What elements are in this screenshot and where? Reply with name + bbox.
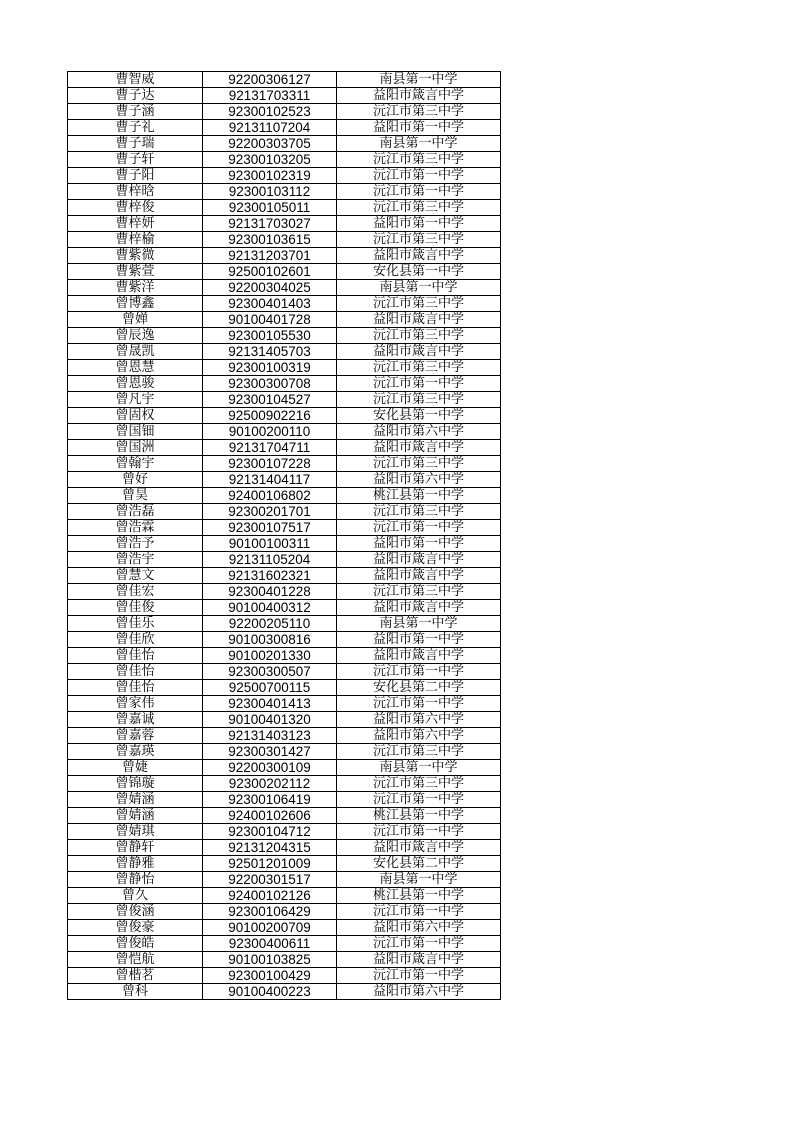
- school-cell: 沅江市第三中学: [337, 776, 501, 792]
- exam-id-cell: 92300103205: [203, 152, 337, 168]
- student-name-cell: 曹子涵: [68, 104, 203, 120]
- exam-id-cell: 90100200110: [203, 424, 337, 440]
- school-cell: 南县第一中学: [337, 280, 501, 296]
- student-name-cell: 曾佳欣: [68, 632, 203, 648]
- exam-id-cell: 92200205110: [203, 616, 337, 632]
- school-cell: 桃江县第一中学: [337, 488, 501, 504]
- school-cell: 沅江市第三中学: [337, 504, 501, 520]
- table-row: [68, 296, 501, 312]
- school-cell: 益阳市第六中学: [337, 472, 501, 488]
- table-row: [68, 440, 501, 456]
- exam-id-cell: 92300301427: [203, 744, 337, 760]
- table-row: [68, 328, 501, 344]
- school-cell: 益阳市箴言中学: [337, 568, 501, 584]
- exam-id-cell: 90100400223: [203, 984, 337, 1000]
- school-cell: 益阳市箴言中学: [337, 88, 501, 104]
- exam-id-cell: 92131405703: [203, 344, 337, 360]
- student-name-cell: 曹子礼: [68, 120, 203, 136]
- table-row: [68, 744, 501, 760]
- exam-id-cell: 90100103825: [203, 952, 337, 968]
- table-row: [68, 136, 501, 152]
- exam-id-cell: 92300201701: [203, 504, 337, 520]
- student-name-cell: 曾佳乐: [68, 616, 203, 632]
- exam-id-cell: 92131704711: [203, 440, 337, 456]
- exam-id-cell: 92131107204: [203, 120, 337, 136]
- table-row: [68, 904, 501, 920]
- school-cell: 沅江市第一中学: [337, 936, 501, 952]
- exam-id-cell: 90100400312: [203, 600, 337, 616]
- school-cell: 沅江市第一中学: [337, 968, 501, 984]
- school-cell: 益阳市箴言中学: [337, 344, 501, 360]
- table-row: [68, 584, 501, 600]
- student-name-cell: 曾佳怡: [68, 648, 203, 664]
- exam-id-cell: 92131403123: [203, 728, 337, 744]
- school-cell: 益阳市箴言中学: [337, 440, 501, 456]
- table-row: [68, 152, 501, 168]
- exam-id-cell: 92500700115: [203, 680, 337, 696]
- table-row: [68, 392, 501, 408]
- exam-id-cell: 92131203701: [203, 248, 337, 264]
- school-cell: 沅江市第三中学: [337, 360, 501, 376]
- school-cell: 益阳市箴言中学: [337, 648, 501, 664]
- exam-id-cell: 92300102319: [203, 168, 337, 184]
- student-name-cell: 曾好: [68, 472, 203, 488]
- student-name-cell: 曾静轩: [68, 840, 203, 856]
- exam-id-cell: 90100100311: [203, 536, 337, 552]
- exam-id-cell: 92300104527: [203, 392, 337, 408]
- school-cell: 益阳市第一中学: [337, 632, 501, 648]
- roster-table: [67, 71, 501, 1000]
- school-cell: 益阳市第六中学: [337, 712, 501, 728]
- exam-id-cell: 92300401228: [203, 584, 337, 600]
- student-name-cell: 曾佳怡: [68, 664, 203, 680]
- student-name-cell: 曾佳怡: [68, 680, 203, 696]
- table-row: [68, 472, 501, 488]
- student-name-cell: 曾俊涵: [68, 904, 203, 920]
- table-row: [68, 248, 501, 264]
- school-cell: 沅江市第三中学: [337, 200, 501, 216]
- student-name-cell: 曾婧涵: [68, 792, 203, 808]
- student-name-cell: 曾浩予: [68, 536, 203, 552]
- student-name-cell: 曹子轩: [68, 152, 203, 168]
- exam-id-cell: 92300401413: [203, 696, 337, 712]
- table-row: [68, 568, 501, 584]
- school-cell: 安化县第二中学: [337, 856, 501, 872]
- table-row: [68, 72, 501, 88]
- school-cell: 沅江市第一中学: [337, 376, 501, 392]
- student-name-cell: 曾嘉瑛: [68, 744, 203, 760]
- student-name-cell: 曾恩慧: [68, 360, 203, 376]
- student-name-cell: 曹紫萱: [68, 264, 203, 280]
- student-name-cell: 曾博鑫: [68, 296, 203, 312]
- table-row: [68, 888, 501, 904]
- table-row: [68, 984, 501, 1000]
- table-row: [68, 792, 501, 808]
- student-name-cell: 曾昊: [68, 488, 203, 504]
- school-cell: 沅江市第一中学: [337, 664, 501, 680]
- table-row: [68, 936, 501, 952]
- student-name-cell: 曾科: [68, 984, 203, 1000]
- student-name-cell: 曾婧琪: [68, 824, 203, 840]
- exam-id-cell: 92131105204: [203, 552, 337, 568]
- school-cell: 安化县第一中学: [337, 408, 501, 424]
- exam-id-cell: 92300107517: [203, 520, 337, 536]
- table-row: [68, 712, 501, 728]
- student-name-cell: 曾俊豪: [68, 920, 203, 936]
- student-name-cell: 曾楷茗: [68, 968, 203, 984]
- exam-id-cell: 92131703311: [203, 88, 337, 104]
- student-name-cell: 曾恩骏: [68, 376, 203, 392]
- roster-body: [68, 72, 501, 1000]
- school-cell: 益阳市箴言中学: [337, 552, 501, 568]
- school-cell: 益阳市第六中学: [337, 920, 501, 936]
- table-row: [68, 968, 501, 984]
- student-name-cell: 曹梓妍: [68, 216, 203, 232]
- school-cell: 益阳市箴言中学: [337, 312, 501, 328]
- school-cell: 益阳市箴言中学: [337, 952, 501, 968]
- exam-id-cell: 92300100429: [203, 968, 337, 984]
- table-row: [68, 920, 501, 936]
- table-row: [68, 664, 501, 680]
- exam-id-cell: 92300105530: [203, 328, 337, 344]
- school-cell: 益阳市箴言中学: [337, 600, 501, 616]
- student-name-cell: 曾浩磊: [68, 504, 203, 520]
- exam-id-cell: 90100401320: [203, 712, 337, 728]
- exam-id-cell: 90100300816: [203, 632, 337, 648]
- school-cell: 益阳市箴言中学: [337, 248, 501, 264]
- student-name-cell: 曾婵: [68, 312, 203, 328]
- table-row: [68, 536, 501, 552]
- table-row: [68, 360, 501, 376]
- exam-id-cell: 92300400611: [203, 936, 337, 952]
- student-name-cell: 曾恺航: [68, 952, 203, 968]
- school-cell: 沅江市第三中学: [337, 232, 501, 248]
- student-name-cell: 曹子阳: [68, 168, 203, 184]
- exam-id-cell: 92200301517: [203, 872, 337, 888]
- table-row: [68, 232, 501, 248]
- table-row: [68, 376, 501, 392]
- school-cell: 益阳市第六中学: [337, 728, 501, 744]
- exam-id-cell: 92131602321: [203, 568, 337, 584]
- school-cell: 益阳市第六中学: [337, 424, 501, 440]
- student-name-cell: 曾国洲: [68, 440, 203, 456]
- table-row: [68, 456, 501, 472]
- table-row: [68, 616, 501, 632]
- table-row: [68, 184, 501, 200]
- school-cell: 桃江县第一中学: [337, 888, 501, 904]
- exam-id-cell: 92300104712: [203, 824, 337, 840]
- exam-id-cell: 92300103112: [203, 184, 337, 200]
- school-cell: 沅江市第三中学: [337, 296, 501, 312]
- school-cell: 益阳市第一中学: [337, 536, 501, 552]
- school-cell: 沅江市第三中学: [337, 584, 501, 600]
- exam-id-cell: 92300105011: [203, 200, 337, 216]
- student-name-cell: 曾佳俊: [68, 600, 203, 616]
- exam-id-cell: 92300300507: [203, 664, 337, 680]
- school-cell: 沅江市第一中学: [337, 168, 501, 184]
- table-row: [68, 216, 501, 232]
- school-cell: 益阳市第六中学: [337, 984, 501, 1000]
- student-name-cell: 曾晟凯: [68, 344, 203, 360]
- school-cell: 沅江市第三中学: [337, 456, 501, 472]
- table-row: [68, 856, 501, 872]
- school-cell: 南县第一中学: [337, 136, 501, 152]
- table-row: [68, 648, 501, 664]
- table-row: [68, 824, 501, 840]
- exam-id-cell: 92200303705: [203, 136, 337, 152]
- table-row: [68, 808, 501, 824]
- exam-id-cell: 92200304025: [203, 280, 337, 296]
- student-name-cell: 曹智威: [68, 72, 203, 88]
- school-cell: 益阳市箴言中学: [337, 840, 501, 856]
- table-row: [68, 120, 501, 136]
- exam-id-cell: 92200306127: [203, 72, 337, 88]
- exam-id-cell: 92501201009: [203, 856, 337, 872]
- school-cell: 沅江市第一中学: [337, 520, 501, 536]
- student-name-cell: 曾婕: [68, 760, 203, 776]
- table-row: [68, 168, 501, 184]
- student-name-cell: 曾佳宏: [68, 584, 203, 600]
- student-name-cell: 曾嘉蓉: [68, 728, 203, 744]
- student-name-cell: 曹子瑞: [68, 136, 203, 152]
- exam-id-cell: 92500102601: [203, 264, 337, 280]
- table-row: [68, 600, 501, 616]
- student-name-cell: 曾慧文: [68, 568, 203, 584]
- student-name-cell: 曾凡宇: [68, 392, 203, 408]
- exam-id-cell: 92131404117: [203, 472, 337, 488]
- school-cell: 沅江市第三中学: [337, 392, 501, 408]
- exam-id-cell: 92400102606: [203, 808, 337, 824]
- table-row: [68, 552, 501, 568]
- student-name-cell: 曹梓晗: [68, 184, 203, 200]
- exam-id-cell: 90100401728: [203, 312, 337, 328]
- exam-id-cell: 92400106802: [203, 488, 337, 504]
- table-row: [68, 408, 501, 424]
- table-row: [68, 760, 501, 776]
- student-name-cell: 曹子达: [68, 88, 203, 104]
- exam-id-cell: 92300106419: [203, 792, 337, 808]
- student-name-cell: 曹梓俊: [68, 200, 203, 216]
- school-cell: 益阳市第一中学: [337, 216, 501, 232]
- student-name-cell: 曾浩宇: [68, 552, 203, 568]
- table-row: [68, 520, 501, 536]
- school-cell: 安化县第二中学: [337, 680, 501, 696]
- table-row: [68, 776, 501, 792]
- exam-id-cell: 92300100319: [203, 360, 337, 376]
- school-cell: 沅江市第一中学: [337, 824, 501, 840]
- table-row: [68, 504, 501, 520]
- school-cell: 南县第一中学: [337, 616, 501, 632]
- table-row: [68, 280, 501, 296]
- table-row: [68, 680, 501, 696]
- student-name-cell: 曾锦璇: [68, 776, 203, 792]
- student-name-cell: 曾久: [68, 888, 203, 904]
- exam-id-cell: 92300300708: [203, 376, 337, 392]
- table-row: [68, 424, 501, 440]
- student-name-cell: 曾浩霖: [68, 520, 203, 536]
- student-name-cell: 曾辰逸: [68, 328, 203, 344]
- school-cell: 沅江市第三中学: [337, 328, 501, 344]
- school-cell: 沅江市第三中学: [337, 104, 501, 120]
- exam-id-cell: 92300401403: [203, 296, 337, 312]
- school-cell: 益阳市第一中学: [337, 120, 501, 136]
- table-row: [68, 104, 501, 120]
- student-name-cell: 曾翰宇: [68, 456, 203, 472]
- exam-id-cell: 92300202112: [203, 776, 337, 792]
- school-cell: 桃江县第一中学: [337, 808, 501, 824]
- exam-id-cell: 90100201330: [203, 648, 337, 664]
- exam-id-cell: 92131703027: [203, 216, 337, 232]
- student-name-cell: 曾婧涵: [68, 808, 203, 824]
- school-cell: 沅江市第三中学: [337, 744, 501, 760]
- student-name-cell: 曾国钿: [68, 424, 203, 440]
- school-cell: 沅江市第一中学: [337, 696, 501, 712]
- table-row: [68, 344, 501, 360]
- table-row: [68, 696, 501, 712]
- table-row: [68, 840, 501, 856]
- table-row: [68, 200, 501, 216]
- exam-id-cell: 92500902216: [203, 408, 337, 424]
- student-name-cell: 曾静雅: [68, 856, 203, 872]
- student-name-cell: 曾静怡: [68, 872, 203, 888]
- student-name-cell: 曹梓榆: [68, 232, 203, 248]
- school-cell: 南县第一中学: [337, 72, 501, 88]
- school-cell: 沅江市第三中学: [337, 152, 501, 168]
- student-name-cell: 曾嘉诚: [68, 712, 203, 728]
- school-cell: 安化县第一中学: [337, 264, 501, 280]
- student-name-cell: 曾固权: [68, 408, 203, 424]
- table-row: [68, 312, 501, 328]
- exam-id-cell: 92131204315: [203, 840, 337, 856]
- student-name-cell: 曹紫洋: [68, 280, 203, 296]
- school-cell: 沅江市第一中学: [337, 904, 501, 920]
- table-row: [68, 264, 501, 280]
- school-cell: 南县第一中学: [337, 872, 501, 888]
- table-row: [68, 728, 501, 744]
- exam-id-cell: 92400102126: [203, 888, 337, 904]
- school-cell: 沅江市第一中学: [337, 184, 501, 200]
- table-row: [68, 872, 501, 888]
- exam-id-cell: 92300103615: [203, 232, 337, 248]
- school-cell: 沅江市第一中学: [337, 792, 501, 808]
- exam-id-cell: 92300107228: [203, 456, 337, 472]
- exam-id-cell: 92300106429: [203, 904, 337, 920]
- student-name-cell: 曾俊皓: [68, 936, 203, 952]
- student-name-cell: 曹紫微: [68, 248, 203, 264]
- exam-id-cell: 92300102523: [203, 104, 337, 120]
- exam-id-cell: 90100200709: [203, 920, 337, 936]
- student-name-cell: 曾家伟: [68, 696, 203, 712]
- table-row: [68, 88, 501, 104]
- school-cell: 南县第一中学: [337, 760, 501, 776]
- exam-id-cell: 92200300109: [203, 760, 337, 776]
- table-row: [68, 488, 501, 504]
- table-row: [68, 952, 501, 968]
- table-row: [68, 632, 501, 648]
